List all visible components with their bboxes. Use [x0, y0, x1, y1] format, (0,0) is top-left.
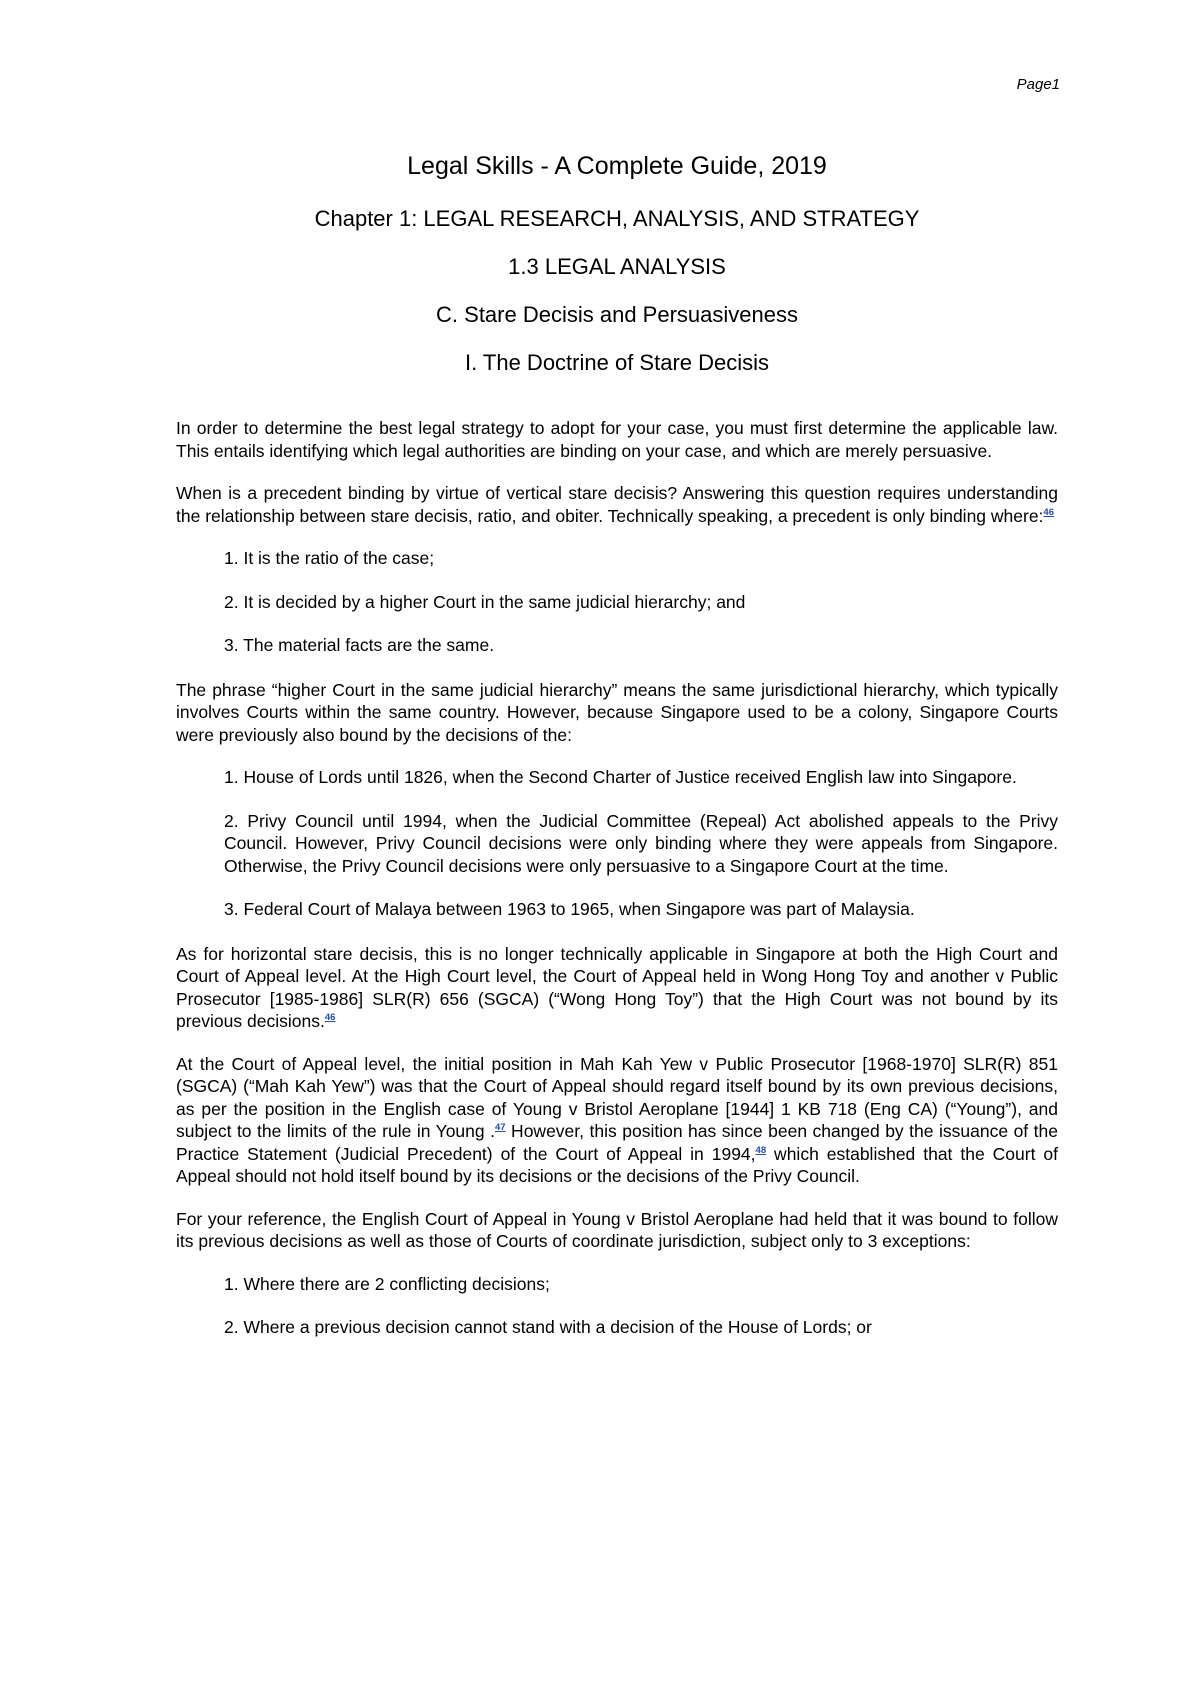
paragraph-text: When is a precedent binding by virtue of vertical stare decisis? Answering this question requires understanding the relationship between stare decisis, ratio, and obiter. Technically speaking, a precedent is only binding where:	[176, 483, 1058, 526]
list-item: 1. It is the ratio of the case;	[224, 548, 435, 568]
list-item: 1. Where there are 2 conflicting decisions;	[224, 1273, 550, 1294]
chapter-heading: Chapter 1: LEGAL RESEARCH, ANALYSIS, AND STRATEGY	[314, 206, 920, 231]
exceptions-list	[176, 1273, 1058, 1339]
paragraph-text: which established that the Court of Appeal should not hold itself bound by its decisions or the decisions of the Privy Council.	[176, 1143, 1058, 1186]
paragraph-horizontal-stare-decisis	[176, 943, 1058, 1033]
subsection-heading: C. Stare Decisis and Persuasiveness	[436, 302, 798, 327]
topic-heading: I. The Doctrine of Stare Decisis	[464, 350, 770, 375]
paragraph-vertical-stare-decisis	[176, 482, 1058, 527]
paragraph-text: At the Court of Appeal level, the initial position in Mah Kah Yew v Public Prosecutor [1968-1970] SLR(R) 851 (SGCA) (“Mah Kah Yew”) was that the Court of Appeal should regard itself bound by its own previous decisions, as per the position in the English case of Young v Bristol Aeroplane [1944] 1 KB 718 (Eng CA) (“Young”), and subject to the limits of the rule in Young .	[176, 1053, 1058, 1141]
list-item: 3. Federal Court of Malaya between 1963 to 1965, when Singapore was part of Malaysia.	[224, 899, 915, 919]
footnote-link[interactable]: 47	[494, 1122, 506, 1133]
document-title: Legal Skills - A Complete Guide, 2019	[407, 152, 827, 180]
list-item: 2. Privy Council until 1994, when the Judicial Committee (Repeal) Act abolished appeals to the Privy Council. However, Privy Council decisions were only binding where they were appeals from Singapore. Otherwise, the Privy Council decisions were only persuasive to a Singapore Court at the time.	[224, 810, 1058, 876]
paragraph-judicial-hierarchy: The phrase “higher Court in the same judicial hierarchy” means the same jurisdictional hierarchy, which typically involves Courts within the same country. However, because Singapore used to be a colony, Singapore Courts were previously also bound by the decisions of the:	[176, 679, 1058, 745]
paragraph-text: As for horizontal stare decisis, this is no longer technically applicable in Singapore at both the High Court and Court of Appeal level. At the High Court level, the Court of Appeal held in Wong Hong Toy and another v Public Prosecutor [1985-1986] SLR(R) 656 (SGCA) (“Wong Hong Toy”) that the High Court was not bound by its previous decisions.	[176, 943, 1058, 1031]
section-heading: 1.3 LEGAL ANALYSIS	[508, 254, 726, 279]
list-item: 1. House of Lords until 1826, when the Second Charter of Justice received English law into Singapore.	[224, 767, 1017, 787]
list-item: 2. Where a previous decision cannot stand with a decision of the House of Lords; or	[224, 1317, 872, 1337]
paragraph-applicable-law: In order to determine the best legal strategy to adopt for your case, you must first determine the applicable law. This entails identifying which legal authorities are binding on your case, and which are merely persuasive.	[176, 418, 1058, 461]
footnote-link[interactable]: 46	[1043, 506, 1054, 518]
paragraph-text: However, this position has since been changed by the issuance of the Practice Statement (Judicial Precedent) of the Court of Appeal in 1994,	[176, 1121, 1058, 1164]
paragraph-young-exceptions: For your reference, the English Court of Appeal in Young v Bristol Aeroplane had held that it was bound to follow its previous decisions as well as those of Courts of coordinate jurisdiction, subject only to 3 exceptions:	[176, 1208, 1058, 1251]
historical-courts-list	[176, 766, 1058, 921]
binding-conditions-list	[176, 547, 1058, 657]
page-number: Page1	[1016, 76, 1060, 93]
paragraph-court-of-appeal	[176, 1053, 1058, 1188]
footnote-link[interactable]: 46	[324, 1012, 336, 1023]
list-item: 3. The material facts are the same.	[224, 635, 495, 655]
list-item: 2. It is decided by a higher Court in the same judicial hierarchy; and	[224, 591, 746, 612]
footnote-link[interactable]: 48	[755, 1144, 767, 1156]
document-body	[176, 152, 1058, 1361]
